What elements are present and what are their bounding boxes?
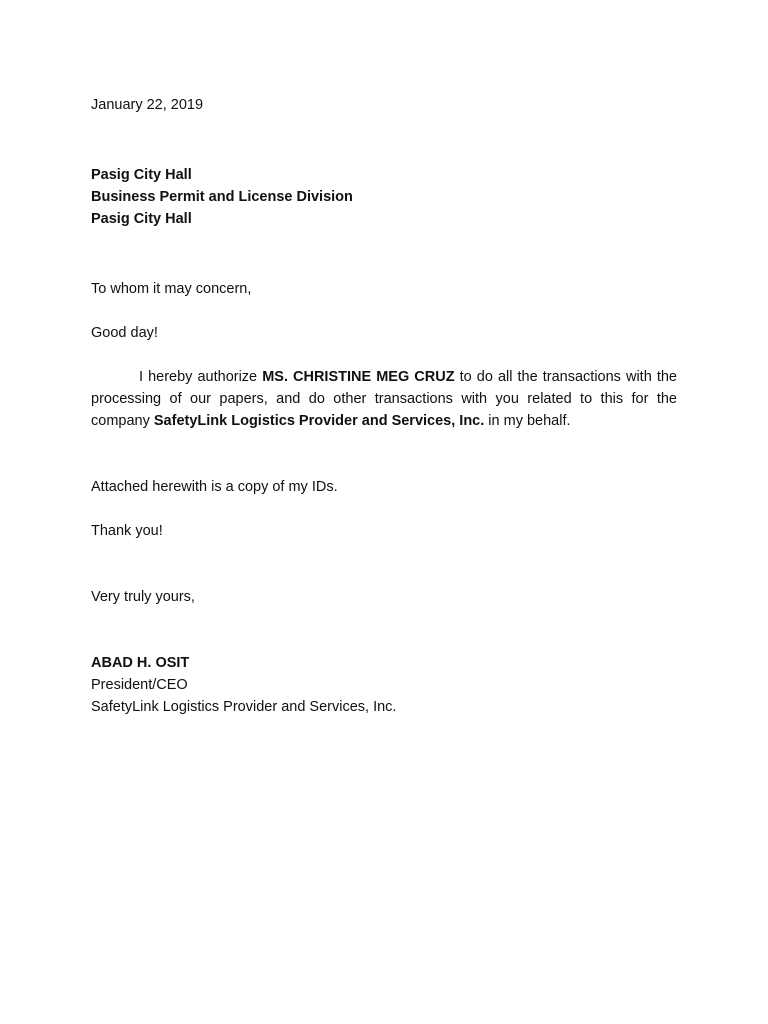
thanks-line: Thank you!: [91, 523, 163, 539]
recipient-block: [91, 164, 677, 230]
letter-date: January 22, 2019: [91, 97, 204, 113]
body-text-part-3: in my behalf.: [484, 413, 571, 429]
signatory-company: SafetyLink Logistics Provider and Services, Inc.: [91, 699, 397, 715]
recipient-line-3: Pasig City Hall: [91, 211, 192, 227]
attachment-note: Attached herewith is a copy of my IDs.: [91, 479, 338, 495]
closing-line: Very truly yours,: [91, 589, 195, 605]
signature-block: [91, 652, 677, 718]
body-paragraph: [91, 366, 677, 432]
company-name: SafetyLink Logistics Provider and Services, Inc.: [153, 413, 485, 429]
greeting: Good day!: [91, 325, 158, 341]
salutation: To whom it may concern,: [91, 281, 252, 297]
signatory-title: President/CEO: [91, 677, 188, 693]
recipient-line-1: Pasig City Hall: [91, 167, 192, 183]
body-text-part-2: to do all the transactions with the processing of our papers, and do other transactions with you related to this for the company: [91, 369, 677, 429]
body-text-part-1: I hereby authorize: [139, 369, 263, 385]
authorization-letter: [91, 94, 677, 718]
signatory-name: ABAD H. OSIT: [91, 655, 190, 671]
authorized-person: MS. CHRISTINE MEG CRUZ: [262, 369, 455, 385]
recipient-line-2: Business Permit and License Division: [91, 189, 353, 205]
